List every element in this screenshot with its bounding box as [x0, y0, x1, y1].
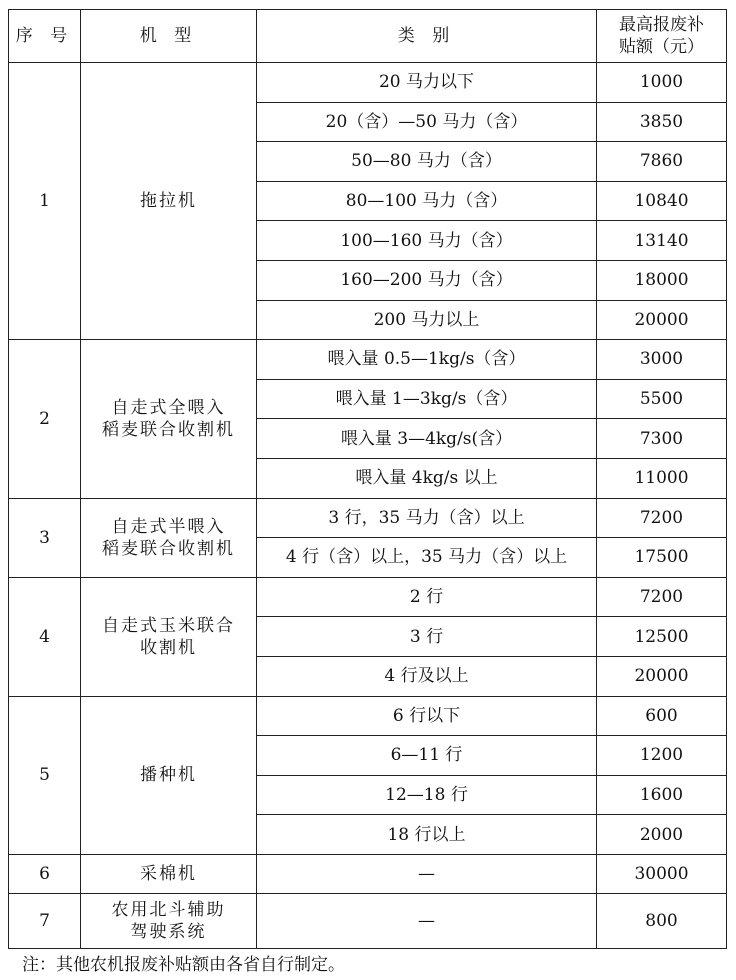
- seq-cell: 4: [9, 577, 81, 696]
- model-cell: [81, 63, 257, 340]
- model-line: 农用北斗辅助: [111, 900, 226, 921]
- amount-cell: 7200: [597, 498, 727, 538]
- amount-cell: 800: [597, 894, 727, 949]
- seq-cell: 1: [9, 63, 81, 340]
- seq-cell: 7: [9, 894, 81, 949]
- category-cell: —: [257, 894, 597, 949]
- header-max-subsidy-line1: 最高报废补: [619, 15, 704, 35]
- subsidy-table: [8, 9, 727, 949]
- model-line: 拖拉机: [140, 191, 197, 212]
- model-cell: [81, 340, 257, 498]
- model-line: 驾驶系统: [130, 922, 207, 943]
- amount-cell: 7200: [597, 577, 727, 617]
- amount-cell: 3000: [597, 340, 727, 380]
- header-category: 类 别: [257, 10, 597, 63]
- category-cell: 160—200 马力（含）: [257, 260, 597, 300]
- amount-cell: 1600: [597, 775, 727, 815]
- category-cell: 80—100 马力（含）: [257, 181, 597, 221]
- category-cell: 20（含）—50 马力（含）: [257, 102, 597, 142]
- category-cell: 50—80 马力（含）: [257, 142, 597, 182]
- seq-cell: 3: [9, 498, 81, 577]
- amount-cell: 18000: [597, 260, 727, 300]
- category-cell: 12—18 行: [257, 775, 597, 815]
- table-row: [9, 696, 727, 736]
- amount-cell: 600: [597, 696, 727, 736]
- table-row: [9, 340, 727, 380]
- seq-cell: 5: [9, 696, 81, 854]
- seq-cell: 6: [9, 854, 81, 894]
- table-row: [9, 577, 727, 617]
- model-line: 稻麦联合收割机: [102, 538, 235, 559]
- amount-cell: 3850: [597, 102, 727, 142]
- amount-cell: 30000: [597, 854, 727, 894]
- category-cell: 喂入量 1—3kg/s（含）: [257, 379, 597, 419]
- category-cell: 18 行以上: [257, 815, 597, 855]
- model-cell: [81, 854, 257, 894]
- category-cell: 6 行以下: [257, 696, 597, 736]
- seq-cell: 2: [9, 340, 81, 498]
- amount-cell: 17500: [597, 538, 727, 578]
- footnote: 注：其他农机报废补贴额由各省自行制定。: [22, 955, 345, 975]
- category-cell: 3 行: [257, 617, 597, 657]
- model-line: 采棉机: [140, 864, 197, 885]
- model-line: 稻麦联合收割机: [102, 419, 235, 440]
- category-cell: 喂入量 0.5—1kg/s（含）: [257, 340, 597, 380]
- category-cell: 喂入量 3—4kg/s(含）: [257, 419, 597, 459]
- model-line: 自走式全喂入: [111, 397, 226, 418]
- amount-cell: 20000: [597, 300, 727, 340]
- header-max-subsidy: [597, 10, 727, 63]
- table-row: [9, 854, 727, 894]
- amount-cell: 1000: [597, 63, 727, 103]
- header-row: [9, 10, 727, 63]
- amount-cell: 12500: [597, 617, 727, 657]
- table-row: [9, 63, 727, 103]
- category-cell: 20 马力以下: [257, 63, 597, 103]
- model-cell: [81, 696, 257, 854]
- header-seq: 序 号: [9, 10, 81, 63]
- category-cell: 100—160 马力（含）: [257, 221, 597, 261]
- header-model: 机 型: [81, 10, 257, 63]
- category-cell: 6—11 行: [257, 736, 597, 776]
- amount-cell: 11000: [597, 458, 727, 498]
- amount-cell: 7860: [597, 142, 727, 182]
- table-row: [9, 498, 727, 538]
- category-cell: 2 行: [257, 577, 597, 617]
- category-cell: 200 马力以上: [257, 300, 597, 340]
- category-cell: 4 行及以上: [257, 656, 597, 696]
- category-cell: 4 行（含）以上，35 马力（含）以上: [257, 538, 597, 578]
- amount-cell: 1200: [597, 736, 727, 776]
- amount-cell: 7300: [597, 419, 727, 459]
- amount-cell: 5500: [597, 379, 727, 419]
- header-max-subsidy-line2: 贴额（元）: [619, 37, 704, 57]
- category-cell: —: [257, 854, 597, 894]
- table-row: [9, 894, 727, 949]
- model-line: 收割机: [140, 637, 197, 658]
- amount-cell: 13140: [597, 221, 727, 261]
- model-cell: [81, 894, 257, 949]
- model-line: 自走式玉米联合: [102, 615, 235, 636]
- model-line: 自走式半喂入: [111, 516, 226, 537]
- model-line: 播种机: [140, 765, 197, 786]
- amount-cell: 2000: [597, 815, 727, 855]
- model-cell: [81, 577, 257, 696]
- category-cell: 喂入量 4kg/s 以上: [257, 458, 597, 498]
- category-cell: 3 行，35 马力（含）以上: [257, 498, 597, 538]
- amount-cell: 20000: [597, 656, 727, 696]
- model-cell: [81, 498, 257, 577]
- amount-cell: 10840: [597, 181, 727, 221]
